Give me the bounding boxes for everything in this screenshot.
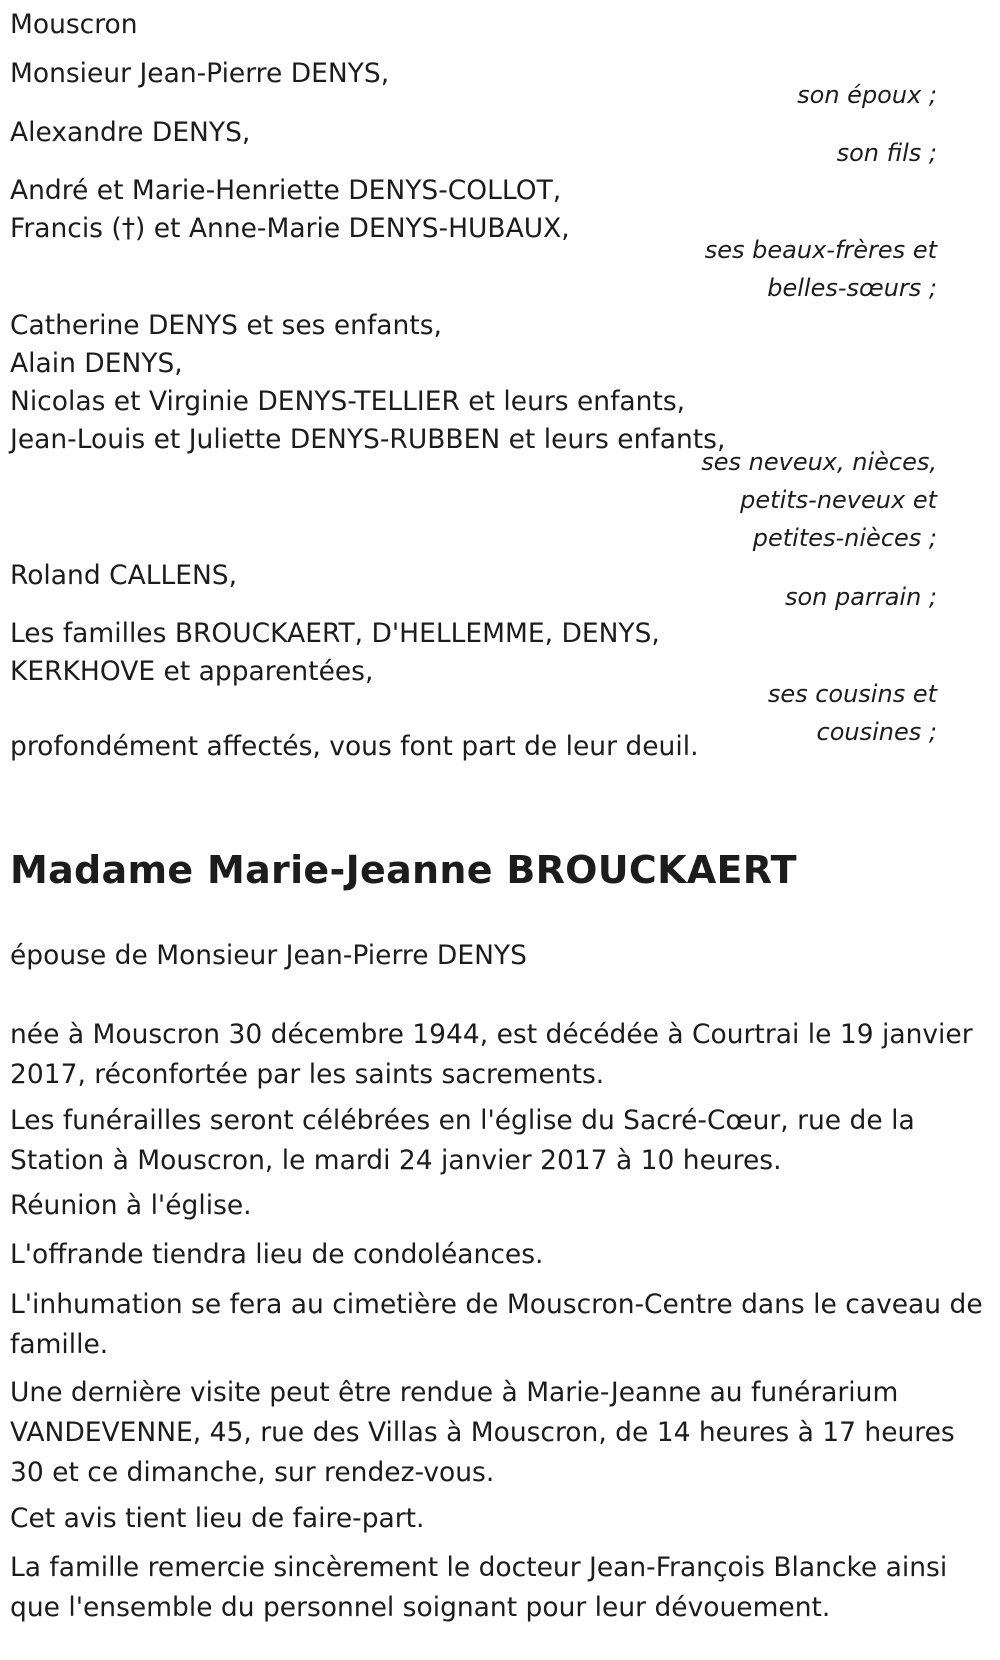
visit-paragraph: Une dernière visite peut être rendue à Marie-Jeanne au funérarium VANDEVENNE, 45, rue des Villas à Mouscron, de 14 heures à 17 heures 30 et ce dimanche, sur rendez-vous.: [10, 1377, 955, 1488]
relation-label: petits-neveux et: [740, 486, 937, 514]
family-member-line: André et Marie-Henriette DENYS-COLLOT,: [10, 175, 562, 206]
notice-paragraph: Cet avis tient lieu de faire-part.: [10, 1503, 425, 1534]
meeting-paragraph: Réunion à l'église.: [10, 1190, 252, 1221]
relation-label: son parrain ;: [784, 583, 937, 611]
burial-paragraph: L'inhumation se fera au cimetière de Mouscron-Centre dans le caveau de famille.: [10, 1289, 983, 1360]
relation-label: son époux ;: [797, 81, 937, 109]
deceased-name: Madame Marie-Jeanne BROUCKAERT: [10, 848, 797, 892]
relation-label: ses beaux-frères et: [704, 236, 937, 264]
relation-label: ses neveux, nièces,: [701, 448, 937, 476]
family-member-line: Les familles BROUCKAERT, D'HELLEMME, DENYS,: [10, 618, 660, 649]
family-member-line: Roland CALLENS,: [10, 560, 238, 591]
relation-label: petites-nièces ;: [752, 524, 937, 552]
thanks-paragraph: La famille remercie sincèrement le docteur Jean-François Blancke ainsi que l'ensemble du personnel soignant pour leur dévouement.: [10, 1552, 948, 1623]
family-member-line: Catherine DENYS et ses enfants,: [10, 310, 442, 341]
family-member-line: Monsieur Jean-Pierre DENYS,: [10, 58, 390, 89]
town-name: Mouscron: [10, 9, 138, 40]
relation-label: belles-sœurs ;: [767, 274, 937, 302]
funeral-paragraph: Les funérailles seront célébrées en l'église du Sacré-Cœur, rue de la Station à Mouscron, le mardi 24 janvier 2017 à 10 heures.: [10, 1105, 915, 1176]
relation-label: ses cousins et: [767, 680, 937, 708]
family-member-line: Francis (†) et Anne-Marie DENYS-HUBAUX,: [10, 213, 570, 244]
family-member-line: Jean-Louis et Juliette DENYS-RUBBEN et leurs enfants,: [10, 424, 726, 455]
spouse-line: épouse de Monsieur Jean-Pierre DENYS: [10, 940, 527, 971]
relation-label: cousines ;: [816, 718, 937, 746]
relation-label: son fils ;: [836, 139, 937, 167]
birth-death-paragraph: née à Mouscron 30 décembre 1944, est décédée à Courtrai le 19 janvier 2017, réconfortée par les saints sacrements.: [10, 1019, 973, 1090]
family-member-line: Nicolas et Virginie DENYS-TELLIER et leurs enfants,: [10, 386, 686, 417]
family-member-line: KERKHOVE et apparentées,: [10, 656, 374, 687]
family-member-line: Alain DENYS,: [10, 348, 183, 379]
closing-line: profondément affectés, vous font part de leur deuil.: [10, 731, 699, 762]
offering-paragraph: L'offrande tiendra lieu de condoléances.: [10, 1239, 544, 1270]
family-member-line: Alexandre DENYS,: [10, 117, 251, 148]
